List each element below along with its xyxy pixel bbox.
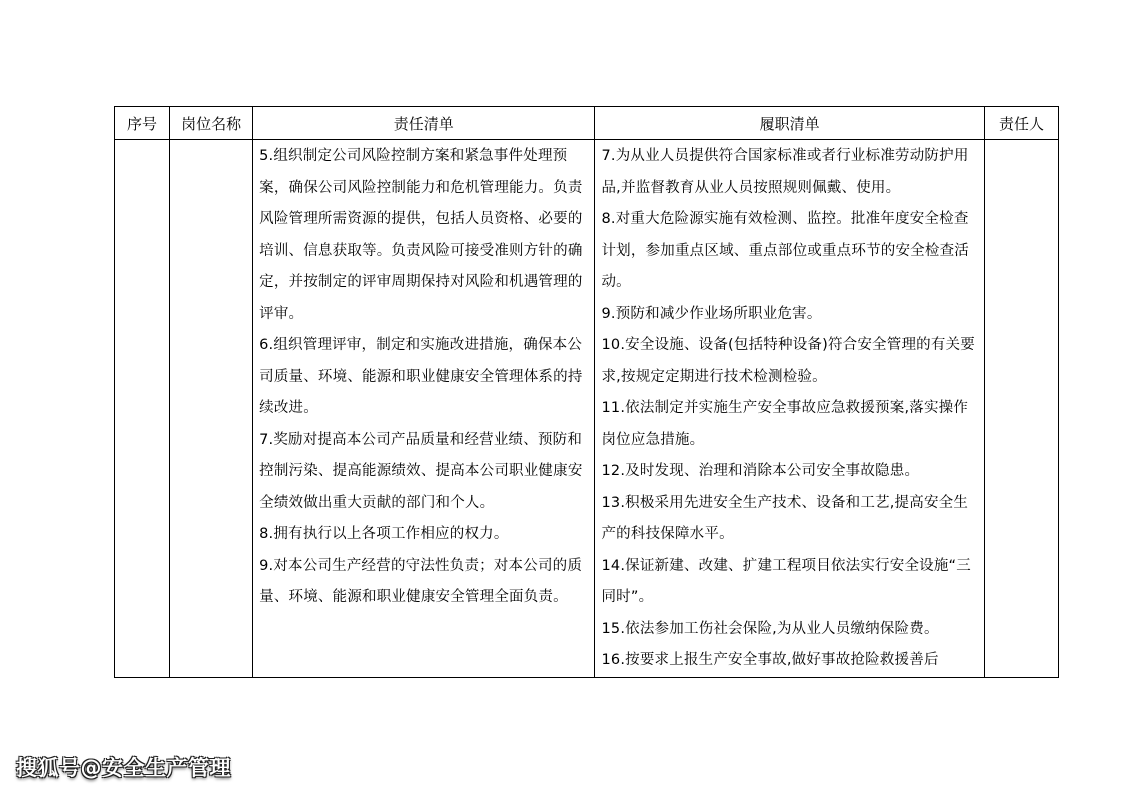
duty-item: 13.积极采用先进安全生产技术、设备和工艺,提高安全生产的科技保障水平。 [601,494,969,542]
duty-item: 7.为从业人员提供符合国家标准或者行业标准劳动防护用品,并监督教育从业人员按照规则佩戴、使用。 [601,148,969,196]
duty-item: 8.对重大危险源实施有效检测、监控。批准年度安全检查计划，参加重点区域、重点部位或重点环节的安全检查活动。 [601,211,969,290]
duty-item: 16.按要求上报生产安全事故,做好事故抢险救援善后 [601,652,939,668]
responsibility-cell [253,140,595,678]
table-row [115,140,1059,678]
duty-item: 9.预防和减少作业场所职业危害。 [601,305,822,322]
person-cell [984,140,1058,678]
seq-cell [115,140,170,678]
header-responsibility: 责任清单 [253,107,595,140]
responsibility-table [114,106,1059,678]
header-position: 岗位名称 [170,107,253,140]
responsibility-item: 9.对本公司生产经营的守法性负责；对本公司的质量、环境、能源和职业健康安全管理全面负责。 [259,557,583,605]
responsibility-item: 7.奖励对提高本公司产品质量和经营业绩、预防和控制污染、提高能源绩效、提高本公司职业健康安全绩效做出重大贡献的部门和个人。 [259,431,583,511]
responsibility-item: 5.组织制定公司风险控制方案和紧急事件处理预案，确保公司风险控制能力和危机管理能力。负责风险管理所需资源的提供，包括人员资格、必要的培训、信息获取等。负责风险可接受准则方针的确定，并按制定的评审周期保持对风险和机遇管理的评审。 [259,148,583,322]
duty-item: 10.安全设施、设备(包括特种设备)符合安全管理的有关要求,按规定定期进行技术检测检验。 [601,337,975,385]
duty-item: 14.保证新建、改建、扩建工程项目依法实行安全设施“三同时”。 [601,557,971,605]
header-seq: 序号 [115,107,170,140]
duty-item: 12.及时发现、治理和消除本公司安全事故隐患。 [601,463,920,479]
table-header-row [115,107,1059,140]
header-person: 责任人 [984,107,1058,140]
position-cell [170,140,253,678]
header-duty: 履职清单 [595,107,984,140]
duty-cell [595,140,984,678]
watermark: 搜狐号@安全生产管理 [16,756,231,780]
duty-item: 11.依法制定并实施生产安全事故应急救援预案,落实操作岗位应急措施。 [601,400,969,448]
responsibility-item: 6.组织管理评审，制定和实施改进措施，确保本公司质量、环境、能源和职业健康安全管理体系的持续改进。 [259,337,583,416]
duty-item: 15.依法参加工伤社会保险,为从业人员缴纳保险费。 [601,620,939,637]
responsibility-item: 8.拥有执行以上各项工作相应的权力。 [259,526,509,542]
